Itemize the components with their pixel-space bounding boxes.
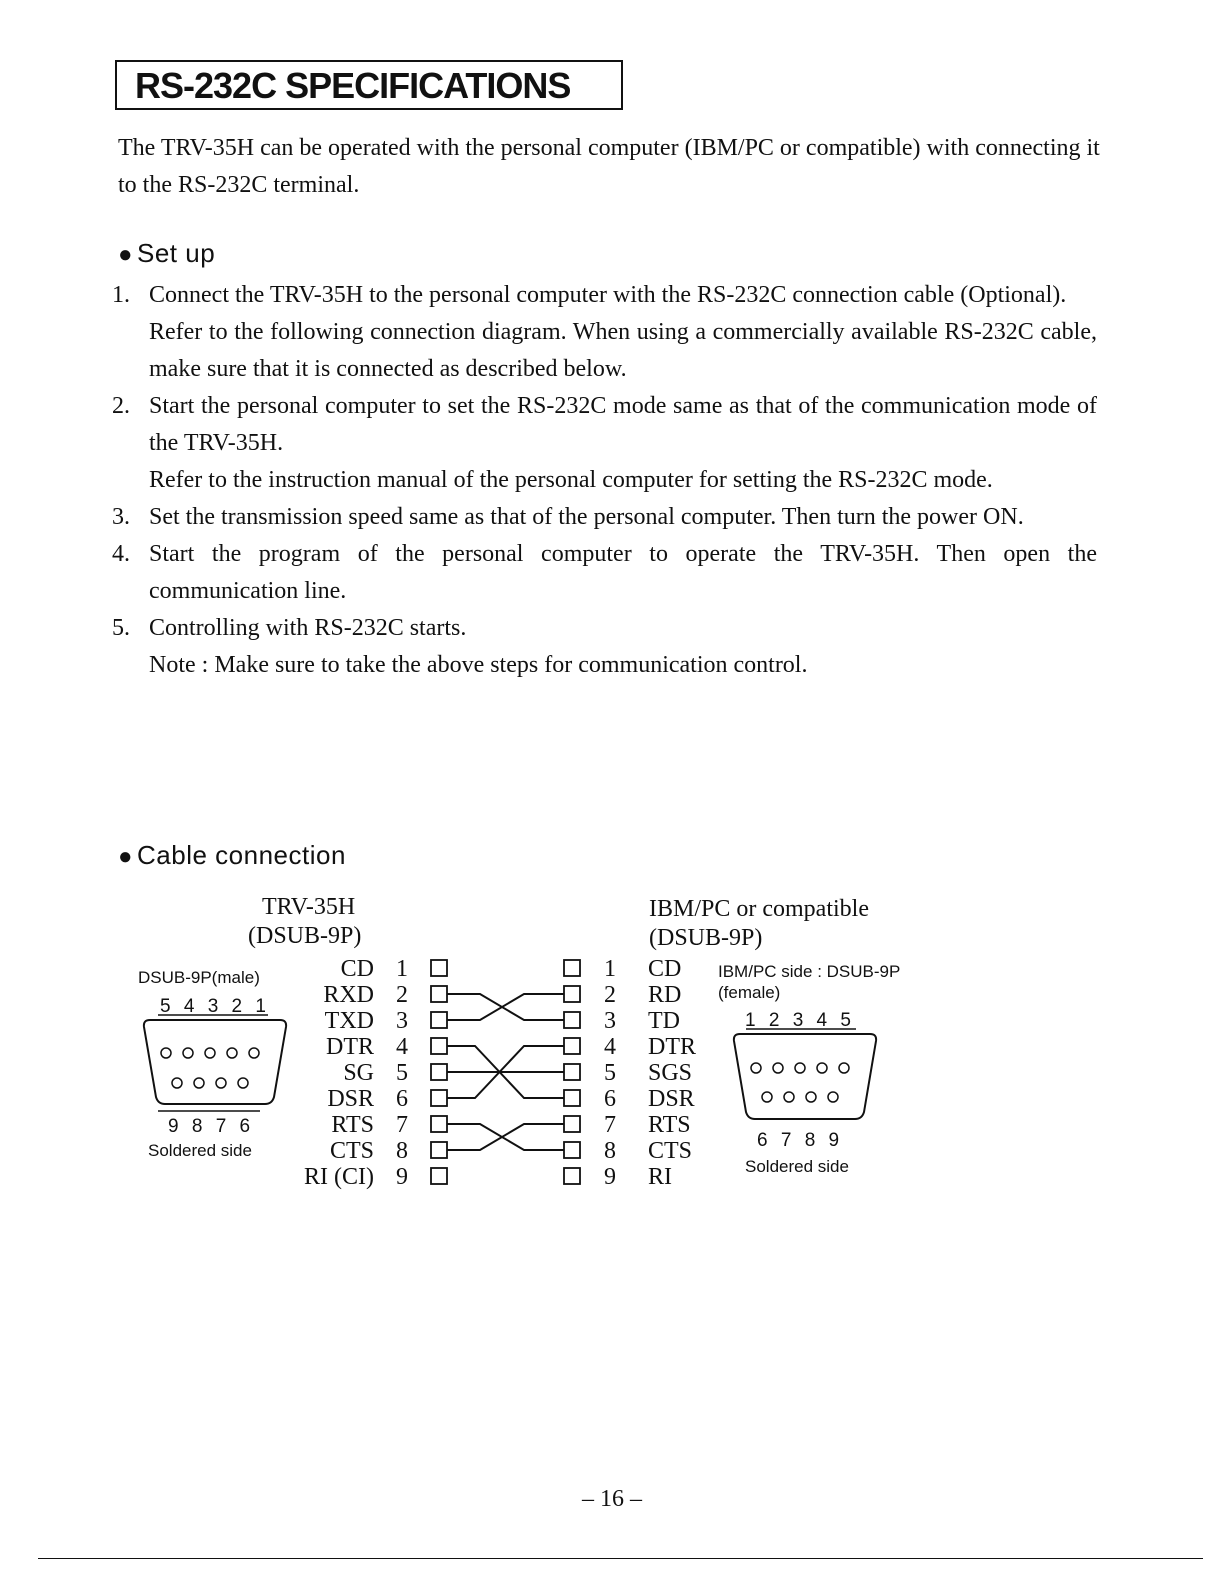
right-pin-number: 1 xyxy=(604,956,616,982)
right-terminal-boxes xyxy=(564,960,580,1184)
right-pin-number: 6 xyxy=(604,1086,616,1112)
step-text: Connect the TRV-35H to the personal computer with the RS-232C connection cable (Optional). xyxy=(149,282,1067,308)
left-pin-number: 8 xyxy=(396,1138,408,1164)
right-signal: RD xyxy=(648,982,682,1008)
bullet-icon: ● xyxy=(118,241,133,268)
right-pin-number: 2 xyxy=(604,982,616,1008)
left-signal: RI (CI) xyxy=(304,1164,374,1190)
wire-dsr-dtr xyxy=(447,1046,564,1098)
right-signal: RTS xyxy=(648,1112,691,1138)
page-number: – 16 – xyxy=(582,1486,642,1512)
wire-rxd-td xyxy=(447,994,564,1020)
wires xyxy=(447,994,564,1150)
setup-heading xyxy=(118,238,215,269)
right-connector-label: (DSUB-9P) xyxy=(649,925,763,951)
bullet-icon: ● xyxy=(118,843,133,870)
intro-paragraph: The TRV-35H can be operated with the personal computer (IBM/PC or compatible) with connecting it to the RS-232C terminal. xyxy=(118,135,1100,198)
step-text: Refer to the instruction manual of the personal computer for setting the RS-232C mode. xyxy=(149,467,993,493)
left-terminal-boxes xyxy=(431,960,447,1184)
left-bottom-pins: 9 8 7 6 xyxy=(168,1116,255,1137)
left-signal: CD xyxy=(340,956,374,982)
right-signal: TD xyxy=(648,1008,680,1034)
left-dsub-connector xyxy=(144,1020,286,1104)
left-soldered-label: Soldered side xyxy=(148,1141,252,1160)
left-device-label: TRV-35H xyxy=(262,894,356,920)
right-signal-list xyxy=(648,956,696,1190)
step-text: Start the personal computer to set the RS-232C mode same as that of the communication mode of the TRV-35H. xyxy=(149,393,1097,456)
cable-heading xyxy=(118,840,346,871)
right-dsub-connector xyxy=(734,1034,876,1119)
right-device-label: IBM/PC or compatible xyxy=(649,896,869,922)
step-number: 2. xyxy=(112,393,130,419)
left-signal: CTS xyxy=(329,1138,374,1164)
right-signal: RI xyxy=(648,1164,672,1190)
setup-step xyxy=(112,536,1097,610)
wire-cts-rts xyxy=(447,1124,564,1150)
left-pin-number: 4 xyxy=(396,1034,408,1060)
left-pin-holes xyxy=(161,1048,259,1088)
step-text: Set the transmission speed same as that of the personal computer. Then turn the power ON. xyxy=(149,504,1024,530)
setup-step xyxy=(112,277,1097,388)
left-signal: RTS xyxy=(331,1112,374,1138)
left-connector-type: DSUB-9P(male) xyxy=(138,968,260,987)
left-signal-list xyxy=(304,956,374,1190)
step-text: Start the program of the personal computer to operate the TRV-35H. Then open the communication line. xyxy=(149,541,1097,604)
right-signal: CTS xyxy=(648,1138,693,1164)
right-pin-number: 3 xyxy=(604,1008,616,1034)
step-number: 1. xyxy=(112,282,130,308)
right-pin-holes xyxy=(751,1063,849,1102)
right-signal: CD xyxy=(648,956,682,982)
left-connector-label: (DSUB-9P) xyxy=(248,923,362,949)
step-number: 3. xyxy=(112,504,130,530)
step-text: Note : Make sure to take the above steps for communication control. xyxy=(149,652,808,678)
right-connector-gender: (female) xyxy=(718,983,781,1002)
left-signal: RXD xyxy=(323,982,374,1008)
left-pin-number: 6 xyxy=(396,1086,408,1112)
right-pin-number: 8 xyxy=(604,1138,616,1164)
right-pin-number: 4 xyxy=(604,1034,616,1060)
left-signal: TXD xyxy=(324,1008,374,1034)
right-pin-number: 9 xyxy=(604,1164,616,1190)
left-signal: DTR xyxy=(326,1034,374,1060)
left-pin-number: 9 xyxy=(396,1164,408,1190)
left-top-pins: 5 4 3 2 1 xyxy=(160,996,270,1017)
setup-step xyxy=(112,610,1097,684)
left-pin-number: 7 xyxy=(396,1112,408,1138)
right-top-pins: 1 2 3 4 5 xyxy=(745,1010,855,1031)
left-pin-number: 1 xyxy=(396,956,408,982)
setup-step xyxy=(112,388,1097,499)
wire-dtr-dsr xyxy=(447,1046,564,1098)
right-pin-number: 7 xyxy=(604,1112,616,1138)
left-signal: SG xyxy=(343,1060,374,1086)
wire-rts-cts xyxy=(447,1124,564,1150)
right-signal: SGS xyxy=(648,1060,693,1086)
left-pin-number: 5 xyxy=(396,1060,408,1086)
right-soldered-label: Soldered side xyxy=(745,1157,849,1176)
left-signal: DSR xyxy=(327,1086,374,1112)
right-signal: DSR xyxy=(648,1086,695,1112)
step-text: Controlling with RS-232C starts. xyxy=(149,615,467,641)
setup-heading-text: Set up xyxy=(137,238,216,268)
right-connector-type: IBM/PC side : DSUB-9P xyxy=(718,962,901,981)
footer-divider xyxy=(38,1558,1203,1559)
right-pin-list xyxy=(604,956,616,1190)
right-signal: DTR xyxy=(648,1034,696,1060)
setup-steps xyxy=(112,277,1097,684)
left-pin-number: 3 xyxy=(396,1008,408,1034)
page-title: RS-232C SPECIFICATIONS xyxy=(115,60,623,110)
left-pin-list xyxy=(396,956,408,1190)
right-pin-number: 5 xyxy=(604,1060,616,1086)
wire-txd-rd xyxy=(447,994,564,1020)
step-text: Refer to the following connection diagram. When using a commercially available RS-232C cable, make sure that it is connected as described below. xyxy=(149,319,1097,382)
left-pin-number: 2 xyxy=(396,982,408,1008)
step-number: 4. xyxy=(112,541,130,567)
cable-heading-text: Cable connection xyxy=(137,840,346,870)
setup-step xyxy=(112,499,1097,536)
step-number: 5. xyxy=(112,615,130,641)
right-bottom-pins: 6 7 8 9 xyxy=(757,1130,844,1151)
